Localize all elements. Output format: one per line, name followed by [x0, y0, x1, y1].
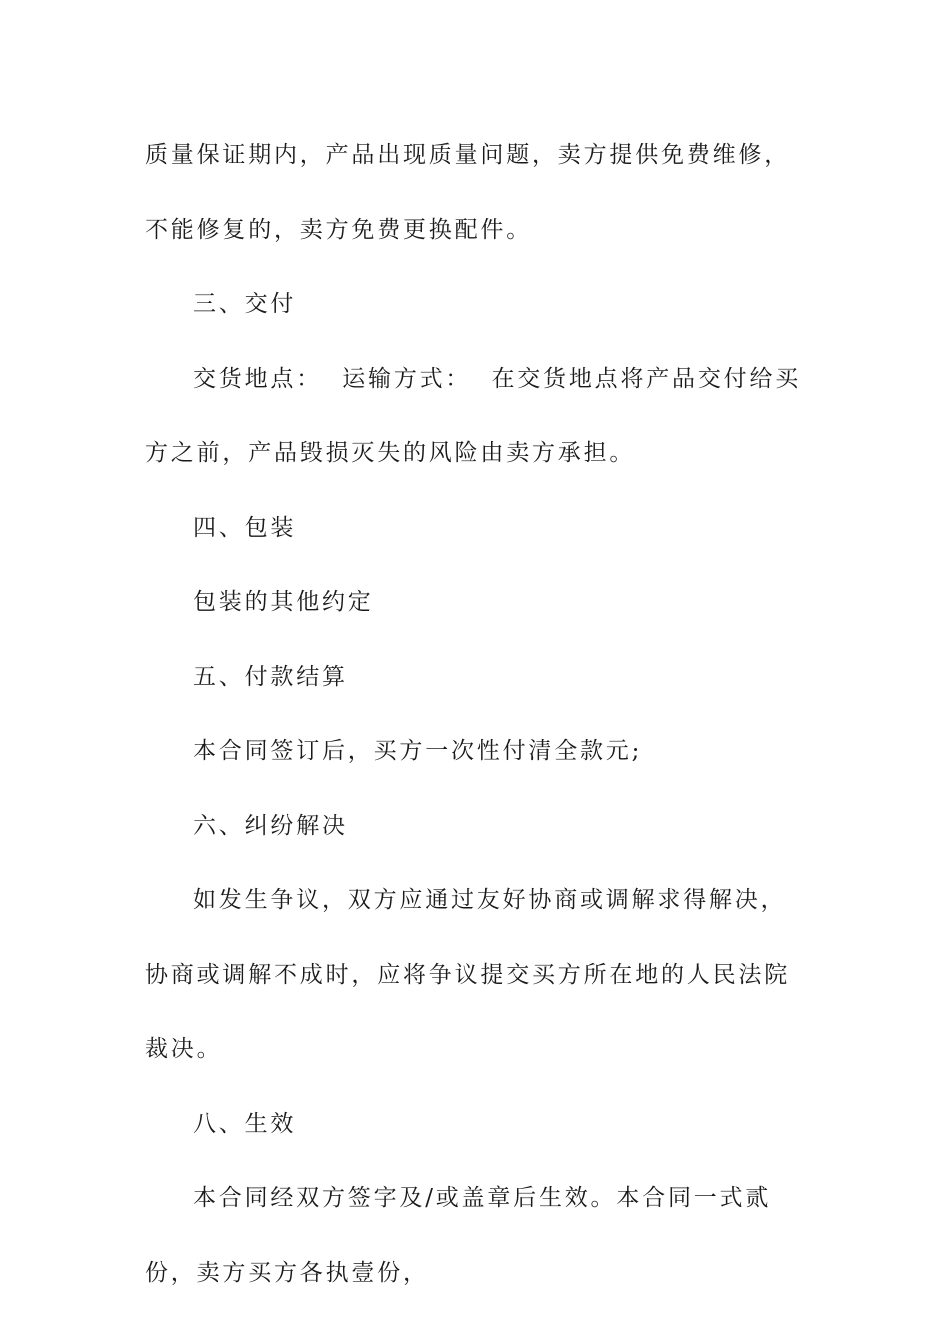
paragraph-dispute: 如发生争议，双方应通过友好协商或调解求得解决，协商或调解不成时，应将争议提交买方所在地的人民法院裁决。	[145, 887, 790, 1062]
section-heading-effect: 八、生效	[193, 1110, 297, 1137]
document-body	[145, 118, 810, 1310]
paragraph-packaging: 包装的其他约定	[193, 589, 374, 615]
paragraph-effect: 本合同经双方签字及/或盖章后生效。本合同一式贰份，卖方买方各执壹份，	[145, 1185, 772, 1286]
section-heading-packaging: 四、包装	[193, 514, 297, 541]
paragraph-payment: 本合同签订后，买方一次性付清全款元;	[193, 738, 643, 764]
section-heading-dispute: 六、纠纷解决	[193, 812, 348, 839]
section-heading-payment: 五、付款结算	[193, 663, 348, 690]
paragraph-warranty: 质量保证期内，产品出现质量问题，卖方提供免费维修，不能修复的，卖方免费更换配件。	[145, 142, 790, 243]
paragraph-delivery: 交货地点： 运输方式： 在交货地点将产品交付给买方之前，产品毁损灭失的风险由卖方承担。	[145, 365, 802, 466]
section-heading-delivery: 三、交付	[193, 291, 297, 317]
